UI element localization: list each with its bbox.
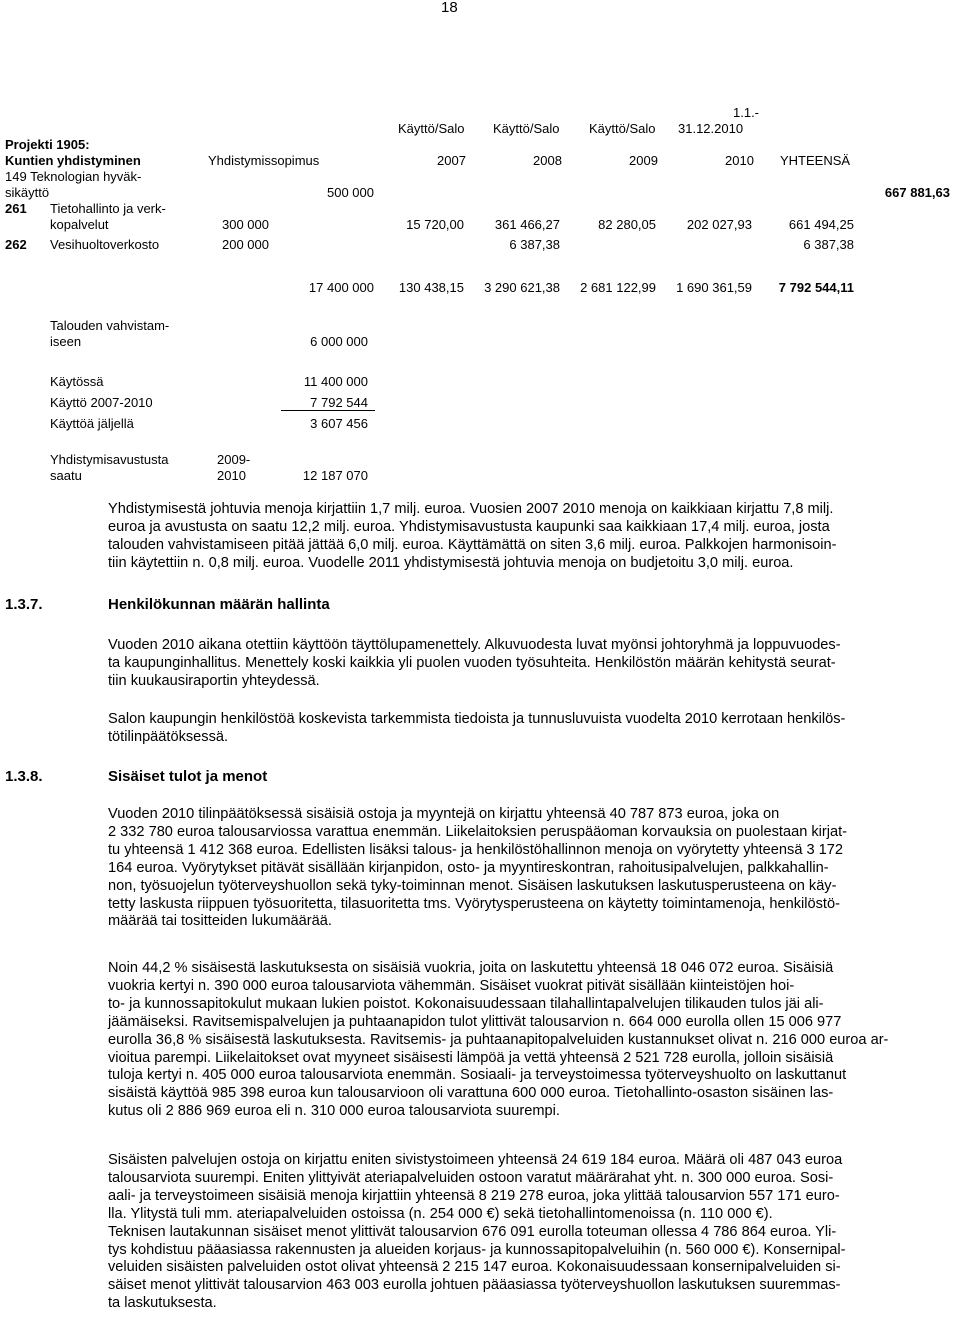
text-line: talousarviota suurempi. Eniten ylittyivät ateriapalveluiden ostoon varatut määrärahat yht. n. 300 000 euroa. Sosi- bbox=[108, 1169, 834, 1186]
col-2007: 2007 bbox=[437, 153, 466, 168]
text-line: aali- ja terveystoimeen sisäisiä menoja kirjattiin yhteensä 8 219 278 euroa, joka ylittää talousarvion 557 171 euro- bbox=[108, 1187, 840, 1204]
section-138-number: 1.3.8. bbox=[5, 768, 43, 785]
text-line: 164 euroa. Vyörytykset pitävät sisällään kirjanpidon, osto- ja myyntireskontran, rahoitusipalvelujen, palkkahallin- bbox=[108, 859, 829, 876]
text-line: 2 332 780 euroa talousarviossa varattua enemmän. Liikelaitoksien peruspääoman korvauksia on puolestaan kirjat- bbox=[108, 823, 848, 840]
in-use-label: Käytössä bbox=[50, 374, 104, 389]
row-149-agreement: 500 000 bbox=[327, 185, 374, 200]
grant-years-2: 2010 bbox=[217, 468, 246, 483]
used-label: Käyttö 2007-2010 bbox=[50, 395, 153, 410]
section-137-number: 1.3.7. bbox=[5, 596, 43, 613]
text-line: kutus oli 2 886 969 euroa eli n. 310 000 euroa talousarviota suurempi. bbox=[108, 1103, 560, 1120]
text-line: veluiden sisäisten palveluiden ostot olivat yhteensä 2 215 147 euroa. Kokonaisuudessaan konsernipalveluiden si- bbox=[108, 1259, 841, 1276]
text-line: tu yhteensä 1 412 368 euroa. Edellisten lisäksi talous- ja henkilöstöhallinnon menoja on vyörytetty yhteensä 3 172 bbox=[108, 841, 844, 858]
header-use-2: Käyttö/Salo bbox=[493, 121, 560, 136]
row-149-label-1: 149 Teknologian hyväk- bbox=[5, 169, 142, 184]
text-line: tötilinpäätöksessä. bbox=[108, 728, 229, 745]
text-line: tuloja kertyi n. 405 000 euroa talousarviota enemmän. Sosiaali- ja terveystoimessa työterveyshuolto on laskuttanut bbox=[108, 1067, 847, 1084]
text-line: tiin käytettiin n. 0,8 milj. euroa. Vuodelle 2011 yhdistymisestä johtuvia menoja on budjetoitu 3,0 milj. euroa. bbox=[108, 554, 794, 571]
col-2009: 2009 bbox=[629, 153, 658, 168]
row-261-2010: 202 027,93 bbox=[686, 217, 752, 232]
text-line: Teknisen lautakunnan sisäiset menot ylittivät talousarvion 676 091 eurolla toteuman ollessa 4 786 864 euroa. Yli- bbox=[108, 1223, 837, 1240]
total-2010: 1 690 361,59 bbox=[676, 280, 752, 295]
row-261-code: 261 bbox=[5, 201, 27, 216]
row-262-label: Vesihuoltoverkosto bbox=[50, 237, 160, 252]
paragraph-merger bbox=[108, 501, 940, 573]
row-262-agreement: 200 000 bbox=[222, 237, 269, 252]
row-149-label-2: sikäyttö bbox=[5, 185, 50, 200]
col-total: YHTEENSÄ bbox=[780, 153, 851, 168]
text-line: tiin kuukausiraportin yhteydessä. bbox=[108, 672, 320, 689]
row-261-2009: 82 280,05 bbox=[598, 217, 656, 232]
row-262-2008: 6 387,38 bbox=[509, 237, 560, 252]
text-line: non, työsuojelun työterveyshuollon sekä tyky-toiminnan menot. Sisäisen laskutuksen laskutusperusteena on käy- bbox=[108, 877, 837, 894]
in-use-value: 11 400 000 bbox=[303, 374, 368, 389]
strengthening-value: 6 000 000 bbox=[310, 334, 368, 349]
grant-label-2: saatu bbox=[50, 468, 82, 483]
row-261-label-1: Tietohallinto ja verk- bbox=[50, 201, 166, 216]
text-line: määrää tai tositteiden lukumäärää. bbox=[108, 913, 332, 930]
text-line: vioitua parempi. Liikelaitokset ovat myyneet sisäisesti lämpöä ja vettä yhteensä 2 521 728 eurolla, jolloin sisäisiä bbox=[108, 1049, 834, 1066]
row-261-agreement: 300 000 bbox=[222, 217, 269, 232]
total-2009: 2 681 122,99 bbox=[580, 280, 656, 295]
text-line: Vuoden 2010 tilinpäätöksessä sisäisiä ostoja ja myyntejä on kirjattu yhteensä 40 787 873 euroa, joka on bbox=[108, 806, 780, 822]
header-date-2: 31.12.2010 bbox=[678, 121, 744, 136]
grant-years-1: 2009- bbox=[217, 452, 251, 467]
project-name: Kuntien yhdistyminen bbox=[5, 153, 141, 168]
paragraph-138c bbox=[108, 1152, 940, 1313]
section-138-title: Sisäiset tulot ja menot bbox=[108, 768, 268, 785]
grant-value: 12 187 070 bbox=[302, 468, 368, 483]
text-line: Vuoden 2010 aikana otettiin käyttöön täyttölupamenettely. Alkuvuodesta luvat myönsi johtoryhmä ja loppuvuodes- bbox=[108, 637, 841, 653]
paragraph-138a bbox=[108, 806, 940, 931]
text-line: eurolla 36,8 % sisäisestä laskutuksesta. Ravitsemis- ja puhtaanapitopalveluiden kustannukset olivat n. 216 000 euroa ar- bbox=[108, 1031, 889, 1048]
paragraph-137a bbox=[108, 637, 940, 691]
text-line: jäämäiseksi. Ravitsemispalvelujen ja puhtaanapidon tulot ylittivät talousarvion n. 664 000 eurolla ollen 15 006 977 bbox=[108, 1013, 842, 1030]
paragraph-138b bbox=[108, 960, 940, 1121]
used-value: 7 792 544 bbox=[310, 395, 368, 410]
sum-underline bbox=[281, 410, 375, 411]
total-2007: 130 438,15 bbox=[398, 280, 464, 295]
page-number: 18 bbox=[441, 0, 458, 16]
header-use-1: Käyttö/Salo bbox=[398, 121, 465, 136]
row-261-2007: 15 720,00 bbox=[406, 217, 464, 232]
row-261-2008: 361 466,27 bbox=[494, 217, 560, 232]
text-line: Yhdistymisestä johtuvia menoja kirjattiin 1,7 milj. euroa. Vuosien 2007 2010 menoja on kaikkiaan kirjattu 7,8 milj. bbox=[108, 501, 834, 517]
text-line: lla. Ylitystä tuli mm. ateriapalveluiden ostoissa (n. 254 000 €) sekä tietohallintomenoissa (n. 110 000 €). bbox=[108, 1205, 773, 1222]
header-use-3: Käyttö/Salo bbox=[589, 121, 656, 136]
section-137-title: Henkilökunnan määrän hallinta bbox=[108, 596, 330, 613]
remaining-label: Käyttöä jäljellä bbox=[50, 416, 134, 431]
paragraph-137b bbox=[108, 711, 940, 747]
total-total: 7 792 544,11 bbox=[778, 280, 854, 295]
row-261-label-2: kopalvelut bbox=[50, 217, 109, 232]
col-agreement: Yhdistymissopimus bbox=[208, 153, 320, 168]
grant-label-1: Yhdistymisavustusta bbox=[50, 452, 169, 467]
total-agreement: 17 400 000 bbox=[308, 280, 374, 295]
col-2010: 2010 bbox=[725, 153, 754, 168]
text-line: talouden vahvistamiseen pitää jättää 6,0 milj. euroa. Käyttämättä on siten 3,6 milj. euroa. Palkkojen harmonisoin- bbox=[108, 536, 837, 553]
row-149-total: 667 881,63 bbox=[884, 185, 950, 200]
strengthening-label-1: Talouden vahvistam- bbox=[50, 318, 170, 333]
text-line: euroa ja avustusta on saatu 12,2 milj. euroa. Yhdistymisavustusta kaupunki saa kaikkiaan 17,4 milj. euroa, josta bbox=[108, 518, 830, 535]
text-line: sisäistä käyttöä 985 398 euroa kun talousarvioon oli varattuna 600 000 euroa. Tietohallinto-osaston sisäinen las- bbox=[108, 1085, 834, 1102]
row-262-code: 262 bbox=[5, 237, 27, 252]
text-line: ta kaupunginhallitus. Menettely koski kaikkia yli puolen vuoden työsuhteita. Henkilöstön määrän kehitystä seurat- bbox=[108, 654, 836, 671]
header-date-1: 1.1.- bbox=[733, 105, 760, 120]
text-line: Salon kaupungin henkilöstöä koskevista tarkemmista tiedoista ja tunnusluvuista vuodelta 2010 kerrotaan henkilös- bbox=[108, 711, 846, 727]
remaining-value: 3 607 456 bbox=[310, 416, 368, 431]
text-line: tetty laskusta riippuen työsuoritetta, tilasuoritetta tms. Vyörytysperusteena on käytetty toimintamenoja, henkilöstö- bbox=[108, 895, 840, 912]
row-262-total: 6 387,38 bbox=[803, 237, 854, 252]
total-2008: 3 290 621,38 bbox=[484, 280, 560, 295]
strengthening-label-2: iseen bbox=[50, 334, 82, 349]
col-2008: 2008 bbox=[533, 153, 562, 168]
text-line: to- ja kunnossapitokulut mukaan lukien poistot. Kokonaisuudessaan tilahallintapalvelujen tilikauden tulos jäi ali- bbox=[108, 995, 824, 1012]
text-line: ta laskutuksesta. bbox=[108, 1295, 217, 1312]
text-line: säiset menot ylittivät talousarvion 463 003 eurolla johtuen pääasiassa työterveyshuollon laskutuksen suuremmas- bbox=[108, 1277, 841, 1294]
project-title: Projekti 1905: bbox=[5, 137, 90, 152]
row-261-total: 661 494,25 bbox=[788, 217, 854, 232]
text-line: vuokria kertyi n. 390 000 euroa talousarviota vähemmän. Sisäiset vuokrat pitivät sisällään kiinteistöjen hoi- bbox=[108, 977, 795, 994]
text-line: tys kohdistuu pääasiassa rakennusten ja alueiden korjaus- ja kunnossapitopalveluihin (n. 560 000 €). Konsernipal- bbox=[108, 1241, 846, 1258]
text-line: Sisäisten palvelujen ostoja on kirjattu eniten sivistystoimeen yhteensä 24 619 184 euroa. Määrä oli 487 043 euroa bbox=[108, 1152, 843, 1168]
text-line: Noin 44,2 % sisäisestä laskutuksesta on sisäisiä vuokria, joita on laskutettu yhteensä 18 046 072 euroa. Sisäisiä bbox=[108, 960, 834, 976]
